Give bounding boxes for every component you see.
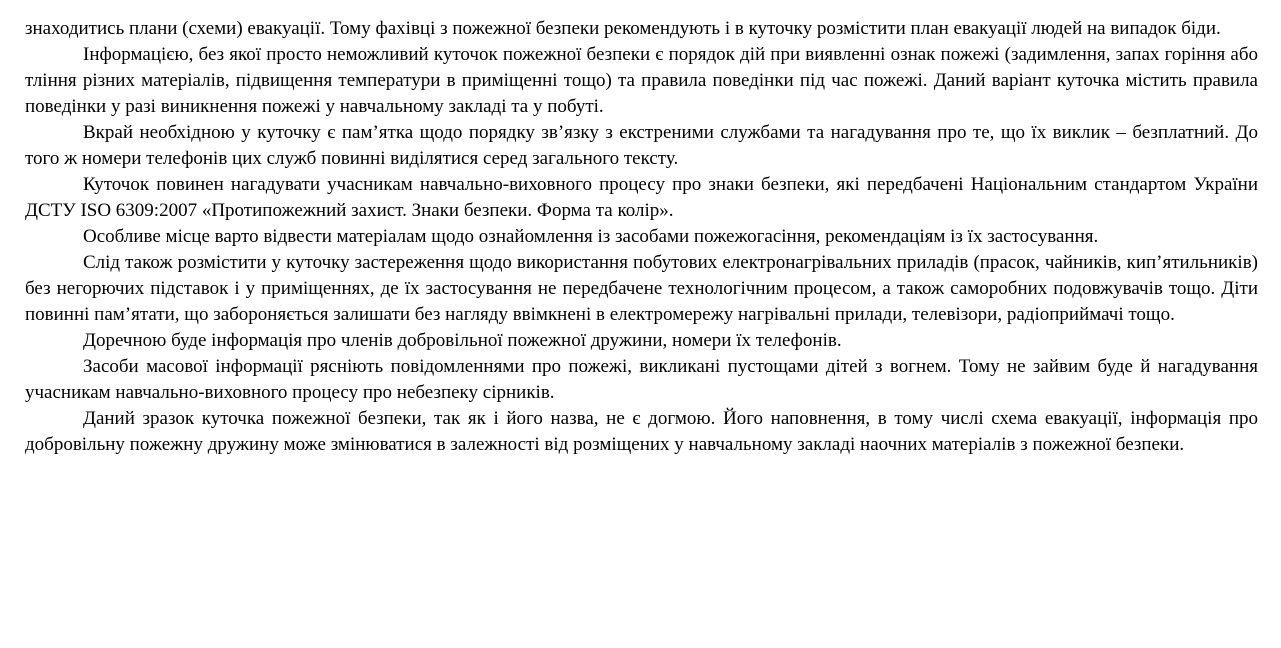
paragraph-safety-signs: Куточок повинен нагадувати учасникам навчально-виховного процесу про знаки безпеки, які передбачені Національним стандартом України ДСТУ ISO 6309:2007 «Протипожежний захист. Знаки безпеки. Форма та колір».	[25, 174, 1258, 221]
paragraph-matches-danger: Засоби масової інформації рясніють повідомленнями про пожежі, викликані пустощами дітей з вогнем. Тому не зайвим буде й нагадування учасникам навчально-виховного процесу про небезпеку сірників.	[25, 356, 1258, 403]
paragraph-evacuation-plan: знаходитись плани (схеми) евакуації. Тому фахівці з пожежної безпеки рекомендують і в куточку розмістити план евакуації людей на випадок біди.	[25, 18, 1221, 39]
paragraph-electrical-appliances: Слід також розмістити у куточку застереження щодо використання побутових електронагрівальних приладів (прасок, чайників, кип’ятильників) без негорючих підставок і у приміщеннях, де їх застосування не передбачене технологічним процесом, а також саморобних подовжувачів тощо. Діти повинні пам’ятати, що забороняється залишати без нагляду ввімкнені в електромережу нагрівальні прилади, телевізори, радіоприймачі тощо.	[25, 252, 1258, 325]
paragraph-extinguishing-means: Особливе місце варто відвести матеріалам щодо ознайомлення із засобами пожежогасіння, рекомендаціям із їх застосування.	[83, 226, 1099, 247]
paragraph-emergency-services: Вкрай необхідною у куточку є пам’ятка щодо порядку зв’язку з екстреними службами та нагадування про те, що їх виклик – безплатний. До того ж номери телефонів цих служб повинні виділятися серед загального тексту.	[25, 122, 1258, 169]
document-page	[25, 16, 1258, 458]
paragraph-not-dogma: Даний зразок куточка пожежної безпеки, так як і його назва, не є догмою. Його наповнення, в тому числі схема евакуації, інформація про добровільну пожежну дружину може змінюватися в залежності від розміщених у навчальному закладі наочних матеріалів з пожежної безпеки.	[25, 408, 1258, 455]
paragraph-volunteer-brigade: Доречною буде інформація про членів добровільної пожежної дружини, номери їх телефонів.	[83, 330, 842, 351]
paragraph-fire-actions: Інформацією, без якої просто неможливий куточок пожежної безпеки є порядок дій при виявленні ознак пожежі (задимлення, запах горіння або тління різних матеріалів, підвищення температури в приміщенні тощо) та правила поведінки під час пожежі. Даний варіант куточка містить правила поведінки у разі виникнення пожежі у навчальному закладі та у побуті.	[25, 44, 1258, 117]
